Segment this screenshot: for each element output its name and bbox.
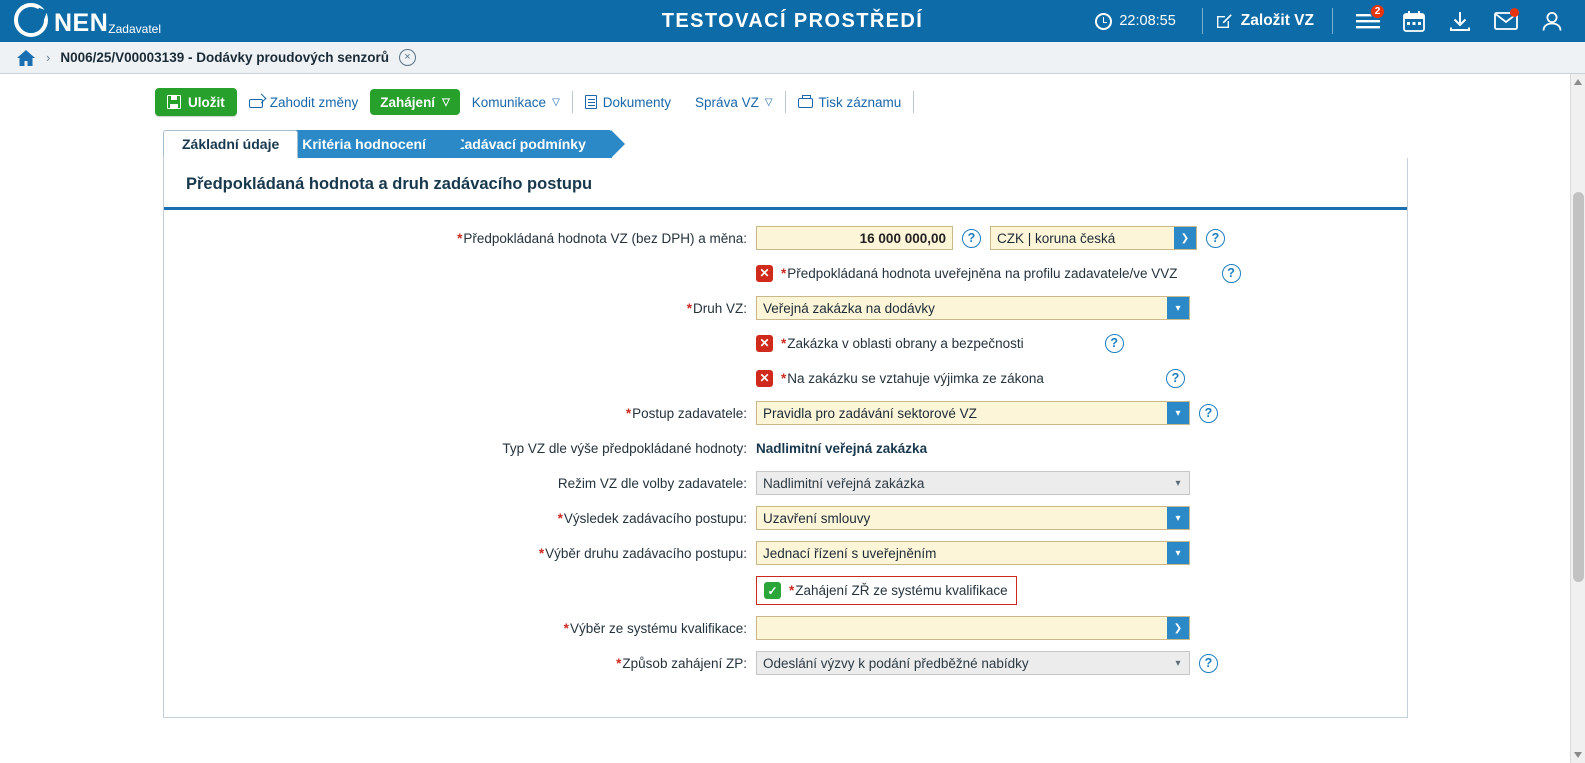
clock-icon <box>1095 13 1112 30</box>
chevron-down-icon: ▾ <box>1175 477 1181 489</box>
menu-badge: 2 <box>1370 4 1385 19</box>
documents-label: Dokumenty <box>602 94 672 110</box>
chevron-down-icon: ▽ <box>552 96 560 108</box>
label-text: Postup zadavatele: <box>632 405 747 421</box>
checkbox-unchecked-icon: ✕ <box>756 265 773 282</box>
mail-notification-dot <box>1510 8 1519 17</box>
label-text: Druh VZ: <box>692 300 747 316</box>
procedure-kind-value: Jednací řízení s uveřejněním <box>763 545 937 561</box>
estimated-value-input[interactable] <box>756 226 953 250</box>
panel-title: Předpokládaná hodnota a druh zadávacího postupu <box>164 158 1407 210</box>
printer-icon <box>798 98 813 108</box>
row-contract-type <box>164 296 1407 320</box>
tab-label: Kritéria hodnocení <box>302 136 426 152</box>
row-type-by-value <box>164 436 1407 460</box>
administration-dropdown-button[interactable] <box>683 88 784 116</box>
form <box>164 210 1407 675</box>
procedure-rules-select[interactable] <box>756 401 1190 425</box>
qualification-select[interactable] <box>756 616 1190 640</box>
hamburger-menu-button[interactable] <box>1345 0 1391 42</box>
user-account-button[interactable] <box>1529 0 1575 42</box>
start-method-value: Odeslání výzvy k podání předběžné nabídky <box>763 655 1029 671</box>
chevron-down-icon: ▽ <box>764 96 773 108</box>
chevron-down-icon: ▾ <box>1167 542 1189 564</box>
create-procurement-label: Založit VZ <box>1240 12 1314 29</box>
procedure-kind-select[interactable] <box>756 541 1190 565</box>
help-icon[interactable]: ? <box>1206 229 1225 248</box>
regime-by-choice-label: Režim VZ dle volby zadavatele: <box>557 475 747 491</box>
label-text: Předpokládaná hodnota VZ (bez DPH) a měna: <box>463 230 747 246</box>
edit-icon <box>1215 12 1233 30</box>
scroll-up-icon[interactable] <box>1574 79 1582 85</box>
help-icon[interactable]: ? <box>1199 654 1218 673</box>
estimated-value-label <box>164 231 756 246</box>
page-body <box>0 74 1585 763</box>
help-icon[interactable]: ? <box>1199 404 1218 423</box>
administration-label: Správa VZ <box>695 94 759 110</box>
discard-label: Zahodit změny <box>269 94 359 110</box>
start-method-label: *Způsob zahájení ZP: <box>616 655 747 671</box>
tab-bar <box>163 128 1555 158</box>
row-published-profile <box>164 261 1407 285</box>
document-icon <box>585 95 597 109</box>
top-bar-actions <box>1095 0 1585 42</box>
help-icon[interactable]: ? <box>1166 369 1185 388</box>
start-method-select[interactable] <box>756 651 1190 675</box>
content-wrapper <box>155 74 1555 718</box>
procedure-kind-label: *Výběr druhu zadávacího postupu: <box>538 545 747 561</box>
row-qualification-select <box>164 616 1407 640</box>
environment-title: TESTOVACÍ PROSTŘEDÍ <box>661 9 924 32</box>
contract-type-value: Veřejná zakázka na dodávky <box>763 300 935 316</box>
breadcrumb-separator: › <box>46 50 51 65</box>
chevron-right-icon: ❯ <box>1167 617 1189 639</box>
download-button[interactable] <box>1437 0 1483 42</box>
defence-security-checkbox[interactable] <box>756 335 1024 352</box>
row-start-method <box>164 651 1407 675</box>
row-estimated-value <box>164 226 1407 250</box>
communication-label: Komunikace <box>471 94 547 110</box>
required-marker: * <box>457 230 463 246</box>
record-toolbar <box>155 84 1555 120</box>
save-icon <box>167 95 181 109</box>
scrollbar-thumb[interactable] <box>1573 192 1584 582</box>
currency-select[interactable] <box>990 226 1197 250</box>
row-law-exception <box>164 366 1407 390</box>
tab-label: Základní údaje <box>182 136 280 152</box>
row-defence-security <box>164 331 1407 355</box>
law-exception-checkbox[interactable] <box>756 370 1044 387</box>
home-icon[interactable] <box>16 49 36 67</box>
help-icon[interactable]: ? <box>962 229 981 248</box>
brand <box>0 3 161 39</box>
nen-logo-icon <box>14 3 48 37</box>
checkbox-checked-icon: ✓ <box>764 582 781 599</box>
help-icon[interactable]: ? <box>1105 334 1124 353</box>
procedure-result-select[interactable] <box>756 506 1190 530</box>
breadcrumb <box>0 42 1585 74</box>
procedure-result-value: Uzavření smlouvy <box>763 510 871 526</box>
contract-type-label: *Druh VZ: <box>686 300 747 316</box>
regime-by-choice-value: Nadlimitní veřejná zakázka <box>763 475 925 491</box>
regime-by-choice-select[interactable] <box>756 471 1190 495</box>
contract-type-select[interactable] <box>756 296 1190 320</box>
clock <box>1095 13 1189 30</box>
tab-label: Zadávací podmínky <box>455 136 586 152</box>
chevron-right-icon: ❯ <box>1174 227 1196 249</box>
row-start-from-qualification <box>164 576 1407 605</box>
label-text: Výběr ze systému kvalifikace: <box>569 620 747 636</box>
currency-value: CZK | koruna česká <box>997 230 1116 246</box>
mail-button[interactable] <box>1483 0 1529 42</box>
brand-subtitle: Zadavatel <box>108 22 161 36</box>
chevron-down-icon: ▾ <box>1167 297 1189 319</box>
save-button[interactable] <box>155 88 237 116</box>
published-profile-checkbox[interactable] <box>756 265 1178 282</box>
calendar-button[interactable] <box>1391 0 1437 42</box>
procedure-rules-label: *Postup zadavatele: <box>625 405 747 421</box>
label-text: Způsob zahájení ZP: <box>622 655 747 671</box>
row-regime-by-choice <box>164 471 1407 495</box>
tab-zakladni-udaje[interactable] <box>163 130 298 158</box>
qualification-select-label: *Výběr ze systému kvalifikace: <box>563 620 747 636</box>
breadcrumb-title: N006/25/V00003139 - Dodávky proudových senzorů <box>60 50 389 65</box>
divider <box>1332 8 1333 34</box>
clock-time: 22:08:55 <box>1119 13 1176 29</box>
checkbox-unchecked-icon: ✕ <box>756 335 773 352</box>
chevron-down-icon: ▾ <box>1167 507 1189 529</box>
row-procedure-result <box>164 506 1407 530</box>
row-procedure-kind <box>164 541 1407 565</box>
toolbar-divider <box>913 91 914 113</box>
print-label: Tisk záznamu <box>818 94 902 110</box>
start-from-qualification-checkbox[interactable] <box>756 576 1017 605</box>
stage-label: Zahájení <box>380 94 436 110</box>
brand-name: NEN <box>54 9 109 37</box>
label-text: Výsledek zadávacího postupu: <box>563 510 747 526</box>
tab-kriteria-hodnoceni[interactable] <box>284 130 452 158</box>
start-from-qualification-label: *Zahájení ZŘ ze systému kvalifikace <box>789 583 1008 598</box>
checkbox-unchecked-icon: ✕ <box>756 370 773 387</box>
save-label: Uložit <box>188 94 225 110</box>
type-by-value-text: Nadlimitní veřejná zakázka <box>756 440 928 456</box>
communication-dropdown-button[interactable] <box>460 88 572 116</box>
discard-changes-button[interactable] <box>237 88 371 116</box>
print-record-button[interactable] <box>786 88 914 116</box>
create-procurement-button[interactable] <box>1215 12 1320 30</box>
vertical-scrollbar[interactable] <box>1570 74 1585 763</box>
close-icon[interactable]: × <box>399 49 416 66</box>
row-procedure-rules <box>164 401 1407 425</box>
undo-icon <box>249 95 264 109</box>
scroll-down-icon[interactable] <box>1574 752 1582 758</box>
published-profile-label: *Předpokládaná hodnota uveřejněna na profilu zadavatele/ve VVZ <box>781 265 1178 281</box>
chevron-down-icon: ▾ <box>1167 402 1189 424</box>
top-bar <box>0 0 1585 42</box>
divider <box>1202 8 1203 34</box>
label-text: Výběr druhu zadávacího postupu: <box>545 545 747 561</box>
procedure-result-label: *Výsledek zadávacího postupu: <box>557 510 747 526</box>
stage-dropdown-button[interactable] <box>370 89 459 115</box>
help-icon[interactable]: ? <box>1222 264 1241 283</box>
documents-button[interactable] <box>573 88 683 116</box>
type-by-value-label: Typ VZ dle výše předpokládané hodnoty: <box>502 440 747 456</box>
law-exception-label: *Na zakázku se vztahuje výjimka ze zákona <box>781 370 1044 386</box>
defence-security-label: *Zakázka v oblasti obrany a bezpečnosti <box>781 335 1024 351</box>
chevron-down-icon: ▾ <box>1175 657 1181 669</box>
procedure-rules-value: Pravidla pro zadávání sektorové VZ <box>763 405 977 421</box>
chevron-down-icon: ▽ <box>442 96 450 108</box>
form-panel <box>163 158 1408 718</box>
